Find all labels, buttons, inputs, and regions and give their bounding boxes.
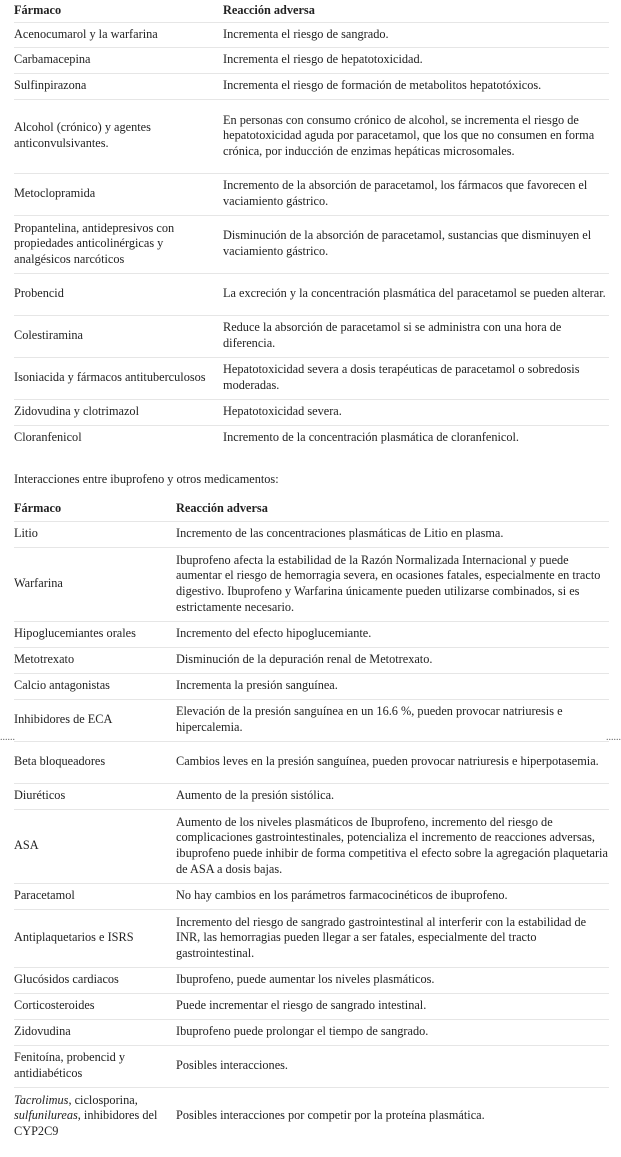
reaction-cell: Posibles interacciones por competir por la proteína plasmática.: [176, 1108, 485, 1123]
table-row: [14, 783, 609, 809]
drug-name-italic: Tacrolimus: [14, 1092, 69, 1107]
reaction-cell: Hepatotoxicidad severa a dosis terapéuticas de paracetamol o sobredosis moderadas.: [223, 357, 609, 399]
reaction-cell: Incremento de la absorción de paracetamol, los fármacos que favorecen el vaciamiento gástrico.: [223, 173, 609, 215]
table-row: [14, 315, 609, 357]
table-row: [14, 1045, 609, 1087]
drug-cell: Paracetamol: [14, 883, 176, 909]
table-row: [14, 909, 609, 967]
drug-cell: Hipoglucemiantes orales: [14, 621, 176, 647]
reaction-cell: Ibuprofeno, puede aumentar los niveles plasmáticos.: [176, 967, 609, 993]
table-row: [14, 273, 609, 315]
table-row: [14, 47, 609, 73]
reaction-cell: Ibuprofeno afecta la estabilidad de la Razón Normalizada Internacional y puede aumentar el riesgo de hemorragia severa, en ocasiones fatales, especialmente en tracto digestivo. Ibuprofeno y Warfarina únicamente pueden utilizarse combinados, si es estrictamente necesario.: [176, 547, 609, 621]
drug-cell: Diuréticos: [14, 783, 176, 809]
reaction-cell: Reduce la absorción de paracetamol si se administra con una hora de diferencia.: [223, 315, 609, 357]
table-row: [14, 73, 609, 99]
reaction-cell: Incremento de las concentraciones plasmáticas de Litio en plasma.: [176, 521, 609, 547]
paracetamol-interactions-table: [14, 0, 609, 451]
ibuprofen-interactions-table: [14, 498, 609, 1145]
table-row: [14, 809, 609, 883]
drug-cell: [14, 1087, 176, 1145]
reaction-cell: La excreción y la concentración plasmática del paracetamol se pueden alterar.: [223, 273, 609, 315]
drug-cell: Inhibidores de ECA: [14, 699, 176, 741]
drug-cell: Antiplaquetarios e ISRS: [14, 909, 176, 967]
table-row: [14, 673, 609, 699]
header-reaction: Reacción adversa: [223, 0, 609, 22]
header-drug: Fármaco: [14, 0, 223, 22]
page-break-marker-right: ......: [606, 732, 621, 743]
header-drug: Fármaco: [14, 498, 176, 521]
reaction-cell: Ibuprofeno puede prolongar el tiempo de sangrado.: [176, 1019, 609, 1045]
table-row: [14, 521, 609, 547]
table-row: [14, 883, 609, 909]
table-row: [14, 647, 609, 673]
drug-cell: Corticosteroides: [14, 993, 176, 1019]
reaction-cell: Incremento del riesgo de sangrado gastrointestinal al interferir con la estabilidad de INR, las hemorragias pueden llegar a ser fatales, especialmente del tracto gastrointestinal.: [176, 909, 609, 967]
reaction-cell: Disminución de la depuración renal de Metotrexato.: [176, 647, 609, 673]
reaction-cell: Incrementa el riesgo de formación de metabolitos hepatotóxicos.: [223, 73, 609, 99]
drug-cell: Alcohol (crónico) y agentes anticonvulsivantes.: [14, 99, 223, 173]
reaction-cell: Disminución de la absorción de paracetamol, sustancias que disminuyen el vaciamiento gástrico.: [223, 215, 609, 273]
table-row: [14, 399, 609, 425]
table-row: [14, 1087, 609, 1145]
drug-cell: Isoniacida y fármacos antituberculosos: [14, 357, 223, 399]
drug-cell: Zidovudina y clotrimazol: [14, 399, 223, 425]
drug-cell: Metotrexato: [14, 647, 176, 673]
reaction-cell: Puede incrementar el riesgo de sangrado intestinal.: [176, 993, 609, 1019]
reaction-cell: Aumento de la presión sistólica.: [176, 783, 609, 809]
reaction-cell: Incrementa la presión sanguínea.: [176, 673, 609, 699]
reaction-cell: Incremento de la concentración plasmática de cloranfenicol.: [223, 430, 520, 445]
table-row: [14, 357, 609, 399]
table-row: [14, 547, 609, 621]
reaction-cell: Incremento del efecto hipoglucemiante.: [176, 621, 609, 647]
drug-cell: Acenocumarol y la warfarina: [14, 22, 223, 47]
drug-cell: Calcio antagonistas: [14, 673, 176, 699]
drug-cell: Fenitoína, probencid y antidiabéticos: [14, 1045, 176, 1087]
drug-cell: Carbamacepina: [14, 47, 223, 73]
table-row: [14, 99, 609, 173]
table-row: [14, 22, 609, 47]
drug-name-text: , ciclosporina,: [68, 1092, 138, 1107]
table-row: [14, 173, 609, 215]
table-row: [14, 741, 609, 783]
reaction-cell: Hepatotoxicidad severa.: [223, 399, 609, 425]
table-row: [14, 1019, 609, 1045]
header-reaction: Reacción adversa: [176, 498, 609, 521]
reaction-cell: Incrementa el riesgo de sangrado.: [223, 22, 609, 47]
drug-cell: Zidovudina: [14, 1019, 176, 1045]
drug-cell: Probencid: [14, 273, 223, 315]
ibuprofen-intro-text: Interacciones entre ibuprofeno y otros medicamentos:: [14, 472, 279, 486]
drug-name-text: , inhibidores del CYP2C9: [14, 1108, 158, 1139]
table-row: [14, 215, 609, 273]
drug-cell: Cloranfenicol: [14, 430, 82, 445]
reaction-cell: En personas con consumo crónico de alcohol, se incrementa el riesgo de hepatotoxicidad aguda por paracetamol, que los que no consumen en forma crónica, por inducción de enzimas hepáticas microsomales.: [223, 99, 609, 173]
reaction-cell: Incrementa el riesgo de hepatotoxicidad.: [223, 47, 609, 73]
drug-name-italic: sulfunilureas: [14, 1108, 78, 1123]
reaction-cell: Elevación de la presión sanguínea en un 16.6 %, pueden provocar natriuresis e hipercalemia.: [176, 699, 609, 741]
drug-cell: Glucósidos cardiacos: [14, 967, 176, 993]
table-row: [14, 699, 609, 741]
table-row: [14, 621, 609, 647]
drug-cell: Warfarina: [14, 547, 176, 621]
drug-cell: Beta bloqueadores: [14, 741, 176, 783]
table-header-row: [14, 498, 609, 521]
reaction-cell: No hay cambios en los parámetros farmacocinéticos de ibuprofeno.: [176, 883, 609, 909]
drug-cell: Metoclopramida: [14, 173, 223, 215]
reaction-cell: Cambios leves en la presión sanguínea, pueden provocar natriuresis e hiperpotasemia.: [176, 741, 609, 783]
reaction-cell: Posibles interacciones.: [176, 1045, 609, 1087]
table-header-row: [14, 0, 609, 22]
table-row: [14, 993, 609, 1019]
page-break-marker-left: ......: [0, 732, 15, 743]
drug-cell: Litio: [14, 521, 176, 547]
table-row: [14, 967, 609, 993]
drug-cell: Propantelina, antidepresivos con propiedades anticolinérgicas y analgésicos narcóticos: [14, 215, 223, 273]
table-row: [14, 425, 609, 451]
reaction-cell: Aumento de los niveles plasmáticos de Ibuprofeno, incremento del riesgo de complicaciones gastrointestinales, potencializa el incremento de reacciones adversas, ibuprofeno puede inhibir de forma competitiva el efecto sobre la agregación plaquetaria de ASA a dosis bajas.: [176, 809, 609, 883]
drug-cell: Sulfinpirazona: [14, 73, 223, 99]
drug-cell: Colestiramina: [14, 315, 223, 357]
drug-cell: ASA: [14, 809, 176, 883]
